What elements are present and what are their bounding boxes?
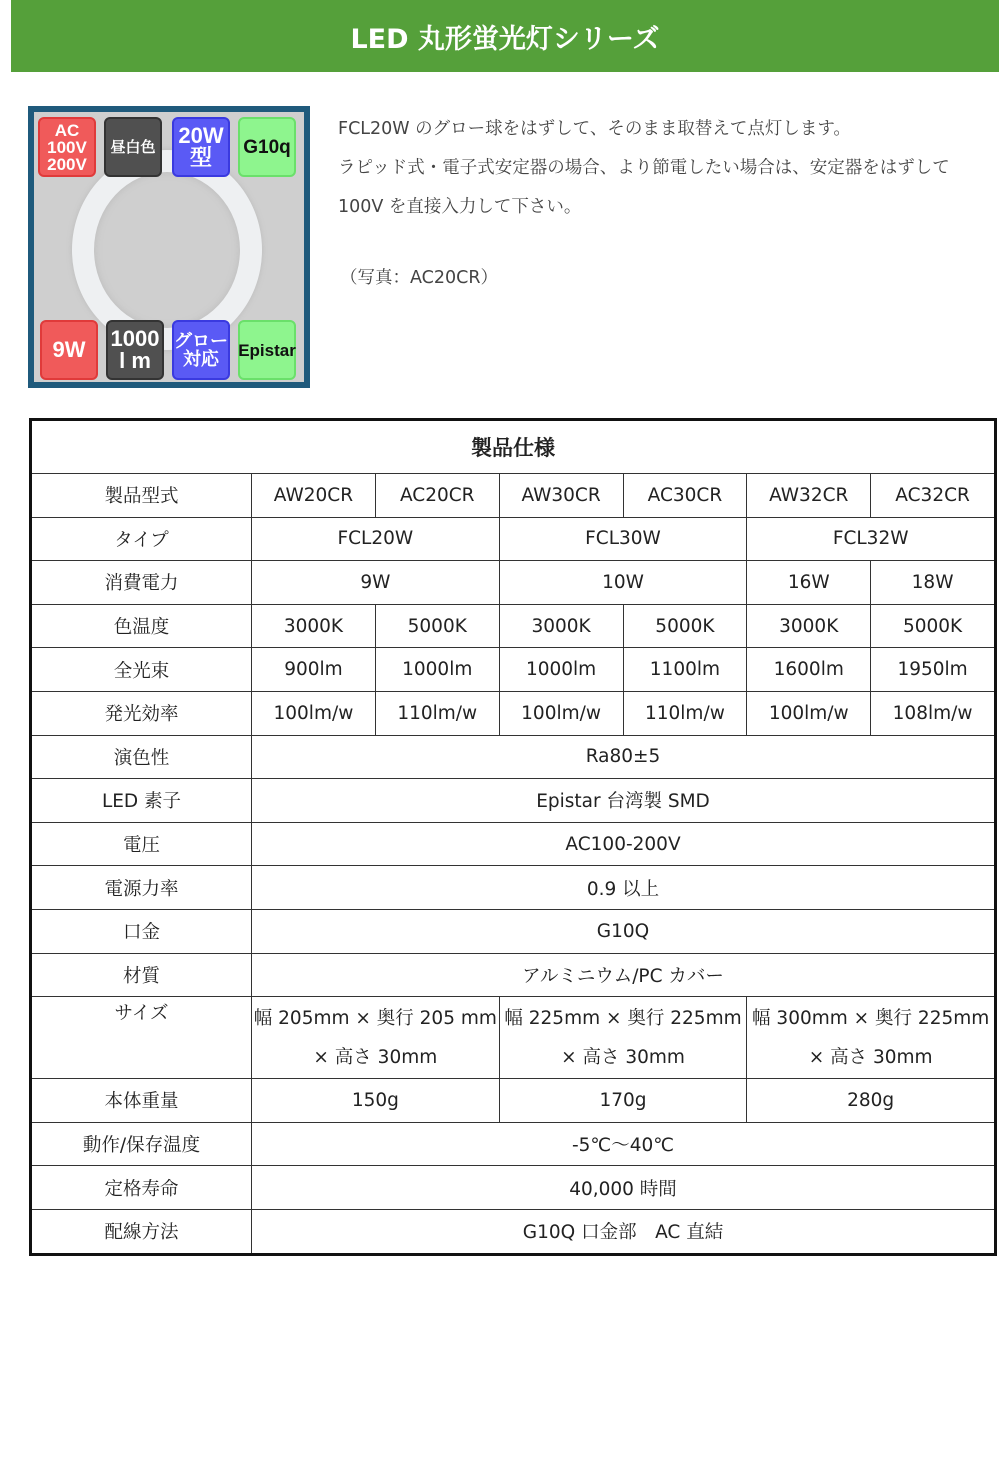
feature-badge: 20W 型 (172, 117, 230, 177)
feature-badge: 9W (40, 320, 98, 380)
spec-value: 5000K (375, 604, 499, 648)
spec-row (31, 779, 996, 823)
spec-value: 100lm/w (252, 691, 376, 735)
spec-label: 色温度 (31, 604, 252, 648)
feature-badge: AC 100V 200V (38, 117, 96, 177)
product-photo (28, 106, 310, 388)
spec-value: FCL30W (499, 517, 747, 561)
spec-value: 1600lm (747, 648, 871, 692)
feature-badge: Epistar (238, 320, 296, 380)
spec-label: 製品型式 (31, 474, 252, 518)
spec-table (29, 418, 997, 1256)
spec-row (31, 1209, 996, 1254)
page-title: LED 丸形蛍光灯シリーズ (350, 23, 660, 55)
spec-row (31, 517, 996, 561)
spec-row (31, 604, 996, 648)
spec-value: AW30CR (499, 474, 623, 518)
spec-value: 280g (747, 1079, 996, 1123)
spec-value: 110lm/w (623, 691, 747, 735)
spec-row (31, 561, 996, 605)
spec-row (31, 1079, 996, 1123)
spec-value: 5000K (871, 604, 996, 648)
feature-badge: 昼白色 (104, 117, 162, 177)
spec-label: 定格寿命 (31, 1166, 252, 1210)
spec-value: FCL32W (747, 517, 996, 561)
spec-label: タイプ (31, 517, 252, 561)
spec-value: AC32CR (871, 474, 996, 518)
spec-value: 170g (499, 1079, 747, 1123)
spec-label: 電圧 (31, 822, 252, 866)
spec-value: 3000K (499, 604, 623, 648)
spec-label: サイズ (31, 997, 252, 1079)
product-photo-inner (34, 112, 304, 382)
spec-value: 1100lm (623, 648, 747, 692)
spec-value: FCL20W (252, 517, 500, 561)
spec-row (31, 953, 996, 997)
spec-value: G10Q 口金部 AC 直結 (252, 1209, 996, 1254)
spec-row (31, 1122, 996, 1166)
spec-value: 40,000 時間 (252, 1166, 996, 1210)
spec-value: AC20CR (375, 474, 499, 518)
page-banner (11, 0, 999, 72)
spec-value: 0.9 以上 (252, 866, 996, 910)
spec-value: AC100-200V (252, 822, 996, 866)
spec-value: 108lm/w (871, 691, 996, 735)
spec-value: 9W (252, 561, 500, 605)
spec-row (31, 691, 996, 735)
spec-row (31, 735, 996, 779)
spec-value: 18W (871, 561, 996, 605)
spec-value: 16W (747, 561, 871, 605)
spec-value: アルミニウム/PC カバー (252, 953, 996, 997)
spec-row (31, 997, 996, 1079)
spec-label: 材質 (31, 953, 252, 997)
spec-value: 150g (252, 1079, 500, 1123)
feature-badge: グロー 対応 (172, 320, 230, 380)
photo-caption: （写真：AC20CR） (340, 268, 499, 288)
spec-row (31, 648, 996, 692)
spec-value: 1000lm (499, 648, 623, 692)
spec-label: 口金 (31, 909, 252, 953)
spec-label: LED 素子 (31, 779, 252, 823)
spec-value: -5℃～40℃ (252, 1122, 996, 1166)
fluorescent-ring-image (72, 150, 262, 350)
description-line-2: ラピッド式・電子式安定器の場合、より節電したい場合は、安定器をはずして 100V を直接入力して下さい。 (338, 158, 950, 217)
spec-value: 10W (499, 561, 747, 605)
feature-badge: 1000 l m (106, 320, 164, 380)
spec-value: 3000K (747, 604, 871, 648)
spec-value: 5000K (623, 604, 747, 648)
spec-value: AC30CR (623, 474, 747, 518)
spec-value: 110lm/w (375, 691, 499, 735)
spec-label: 全光束 (31, 648, 252, 692)
spec-label: 演色性 (31, 735, 252, 779)
spec-value: 幅 205mm × 奥行 205 mm × 高さ 30mm (252, 997, 500, 1079)
spec-value: 3000K (252, 604, 376, 648)
spec-label: 電源力率 (31, 866, 252, 910)
spec-title-row (31, 420, 996, 474)
spec-label: 配線方法 (31, 1209, 252, 1254)
spec-label: 本体重量 (31, 1079, 252, 1123)
spec-value: AW32CR (747, 474, 871, 518)
spec-value: Ra80±5 (252, 735, 996, 779)
spec-value: 1950lm (871, 648, 996, 692)
spec-value: 幅 300mm × 奥行 225mm × 高さ 30mm (747, 997, 996, 1079)
spec-value: Epistar 台湾製 SMD (252, 779, 996, 823)
description-line-1: FCL20W のグロー球をはずして、そのまま取替えて点灯します。 (338, 119, 851, 139)
spec-title: 製品仕様 (31, 420, 996, 474)
product-description (338, 110, 998, 227)
spec-label: 動作/保存温度 (31, 1122, 252, 1166)
spec-row (31, 866, 996, 910)
spec-row (31, 1166, 996, 1210)
spec-value: 1000lm (375, 648, 499, 692)
spec-value: G10Q (252, 909, 996, 953)
spec-value: 100lm/w (747, 691, 871, 735)
spec-value: 900lm (252, 648, 376, 692)
spec-row (31, 822, 996, 866)
spec-value: 100lm/w (499, 691, 623, 735)
feature-badge: G10q (238, 117, 296, 177)
spec-value: AW20CR (252, 474, 376, 518)
spec-row (31, 909, 996, 953)
spec-row (31, 474, 996, 518)
spec-label: 発光効率 (31, 691, 252, 735)
spec-label: 消費電力 (31, 561, 252, 605)
spec-value: 幅 225mm × 奥行 225mm × 高さ 30mm (499, 997, 747, 1079)
